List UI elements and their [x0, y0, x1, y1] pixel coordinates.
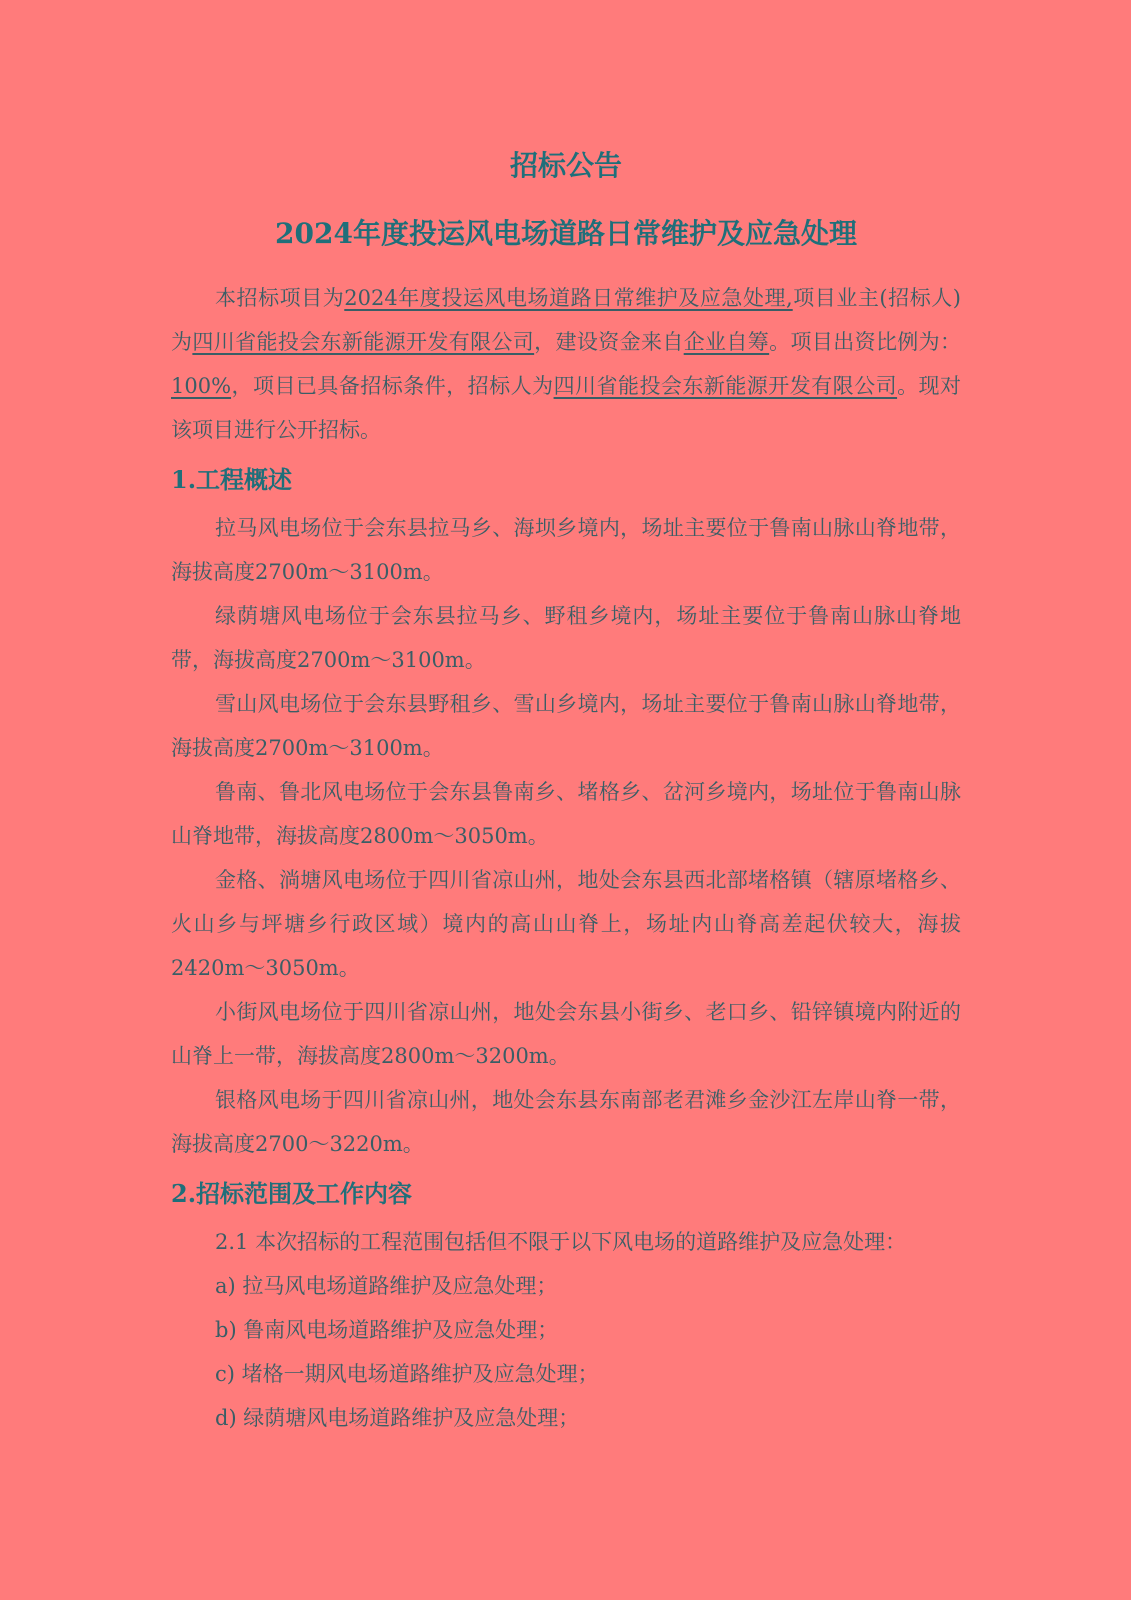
intro-text-3: ，建设资金来自	[534, 330, 684, 354]
document-title: 招标公告	[509, 149, 622, 182]
section1-paragraph: 雪山风电场位于会东县野租乡、雪山乡境内，场址主要位于鲁南山脉山脊地带，海拔高度2700m～3100m。	[171, 692, 961, 760]
list-item: a) 拉马风电场道路维护及应急处理；	[215, 1274, 558, 1298]
document-subtitle: 2024年度投运风电场道路日常维护及应急处理	[275, 217, 857, 250]
section1-paragraph: 银格风电场于四川省凉山州，地处会东县东南部老君滩乡金沙江左岸山脊一带，海拔高度2700～3220m。	[171, 1088, 961, 1156]
intro-text-1: 本招标项目为	[215, 286, 345, 310]
list-item: b) 鲁南风电场道路维护及应急处理；	[215, 1318, 559, 1342]
section2-intro: 2.1 本次招标的工程范围包括但不限于以下风电场的道路维护及应急处理：	[215, 1230, 907, 1254]
intro-text-6: 。现对该项目进行公开招标。	[171, 374, 962, 442]
section1-heading: 1.工程概述	[171, 465, 293, 494]
section1-paragraph: 鲁南、鲁北风电场位于会东县鲁南乡、堵格乡、岔河乡境内，场址位于鲁南山脉山脊地带，海拔高度2800m～3050m。	[171, 780, 961, 848]
intro-text-2: 项目业主(招标人)为	[171, 286, 961, 354]
section1-paragraph: 金格、淌塘风电场位于四川省凉山州，地处会东县西北部堵格镇（辖原堵格乡、火山乡与坪塘乡行政区域）境内的高山山脊上，场址内山脊高差起伏较大，海拔2420m～3050m。	[171, 868, 961, 980]
intro-paragraph	[171, 276, 961, 452]
section1-paragraph: 小街风电场位于四川省凉山州，地处会东县小街乡、老口乡、铅锌镇境内附近的山脊上一带，海拔高度2800m～3200m。	[171, 1000, 961, 1068]
owner-name: 四川省能投会东新能源开发有限公司	[192, 330, 535, 354]
fund-source: 企业自筹	[683, 330, 770, 354]
project-name: 2024年度投运风电场道路日常维护及应急处理,	[344, 286, 793, 310]
section1-paragraph: 拉马风电场位于会东县拉马乡、海坝乡境内，场址主要位于鲁南山脉山脊地带，海拔高度2700m～3100m。	[171, 516, 961, 584]
section2-heading: 2.招标范围及工作内容	[171, 1179, 413, 1208]
tenderer-name: 四川省能投会东新能源开发有限公司	[553, 374, 898, 398]
intro-text-5: ，项目已具备招标条件，招标人为	[231, 374, 554, 398]
list-item: d) 绿荫塘风电场道路维护及应急处理；	[215, 1406, 580, 1430]
intro-text-4: 。项目出资比例为：	[769, 330, 962, 354]
document-page	[171, 140, 961, 1440]
list-item: c) 堵格一期风电场道路维护及应急处理；	[215, 1362, 599, 1386]
fund-ratio: 100%	[171, 374, 232, 398]
section1-paragraph: 绿荫塘风电场位于会东县拉马乡、野租乡境内，场址主要位于鲁南山脉山脊地带，海拔高度2700m～3100m。	[171, 604, 961, 672]
